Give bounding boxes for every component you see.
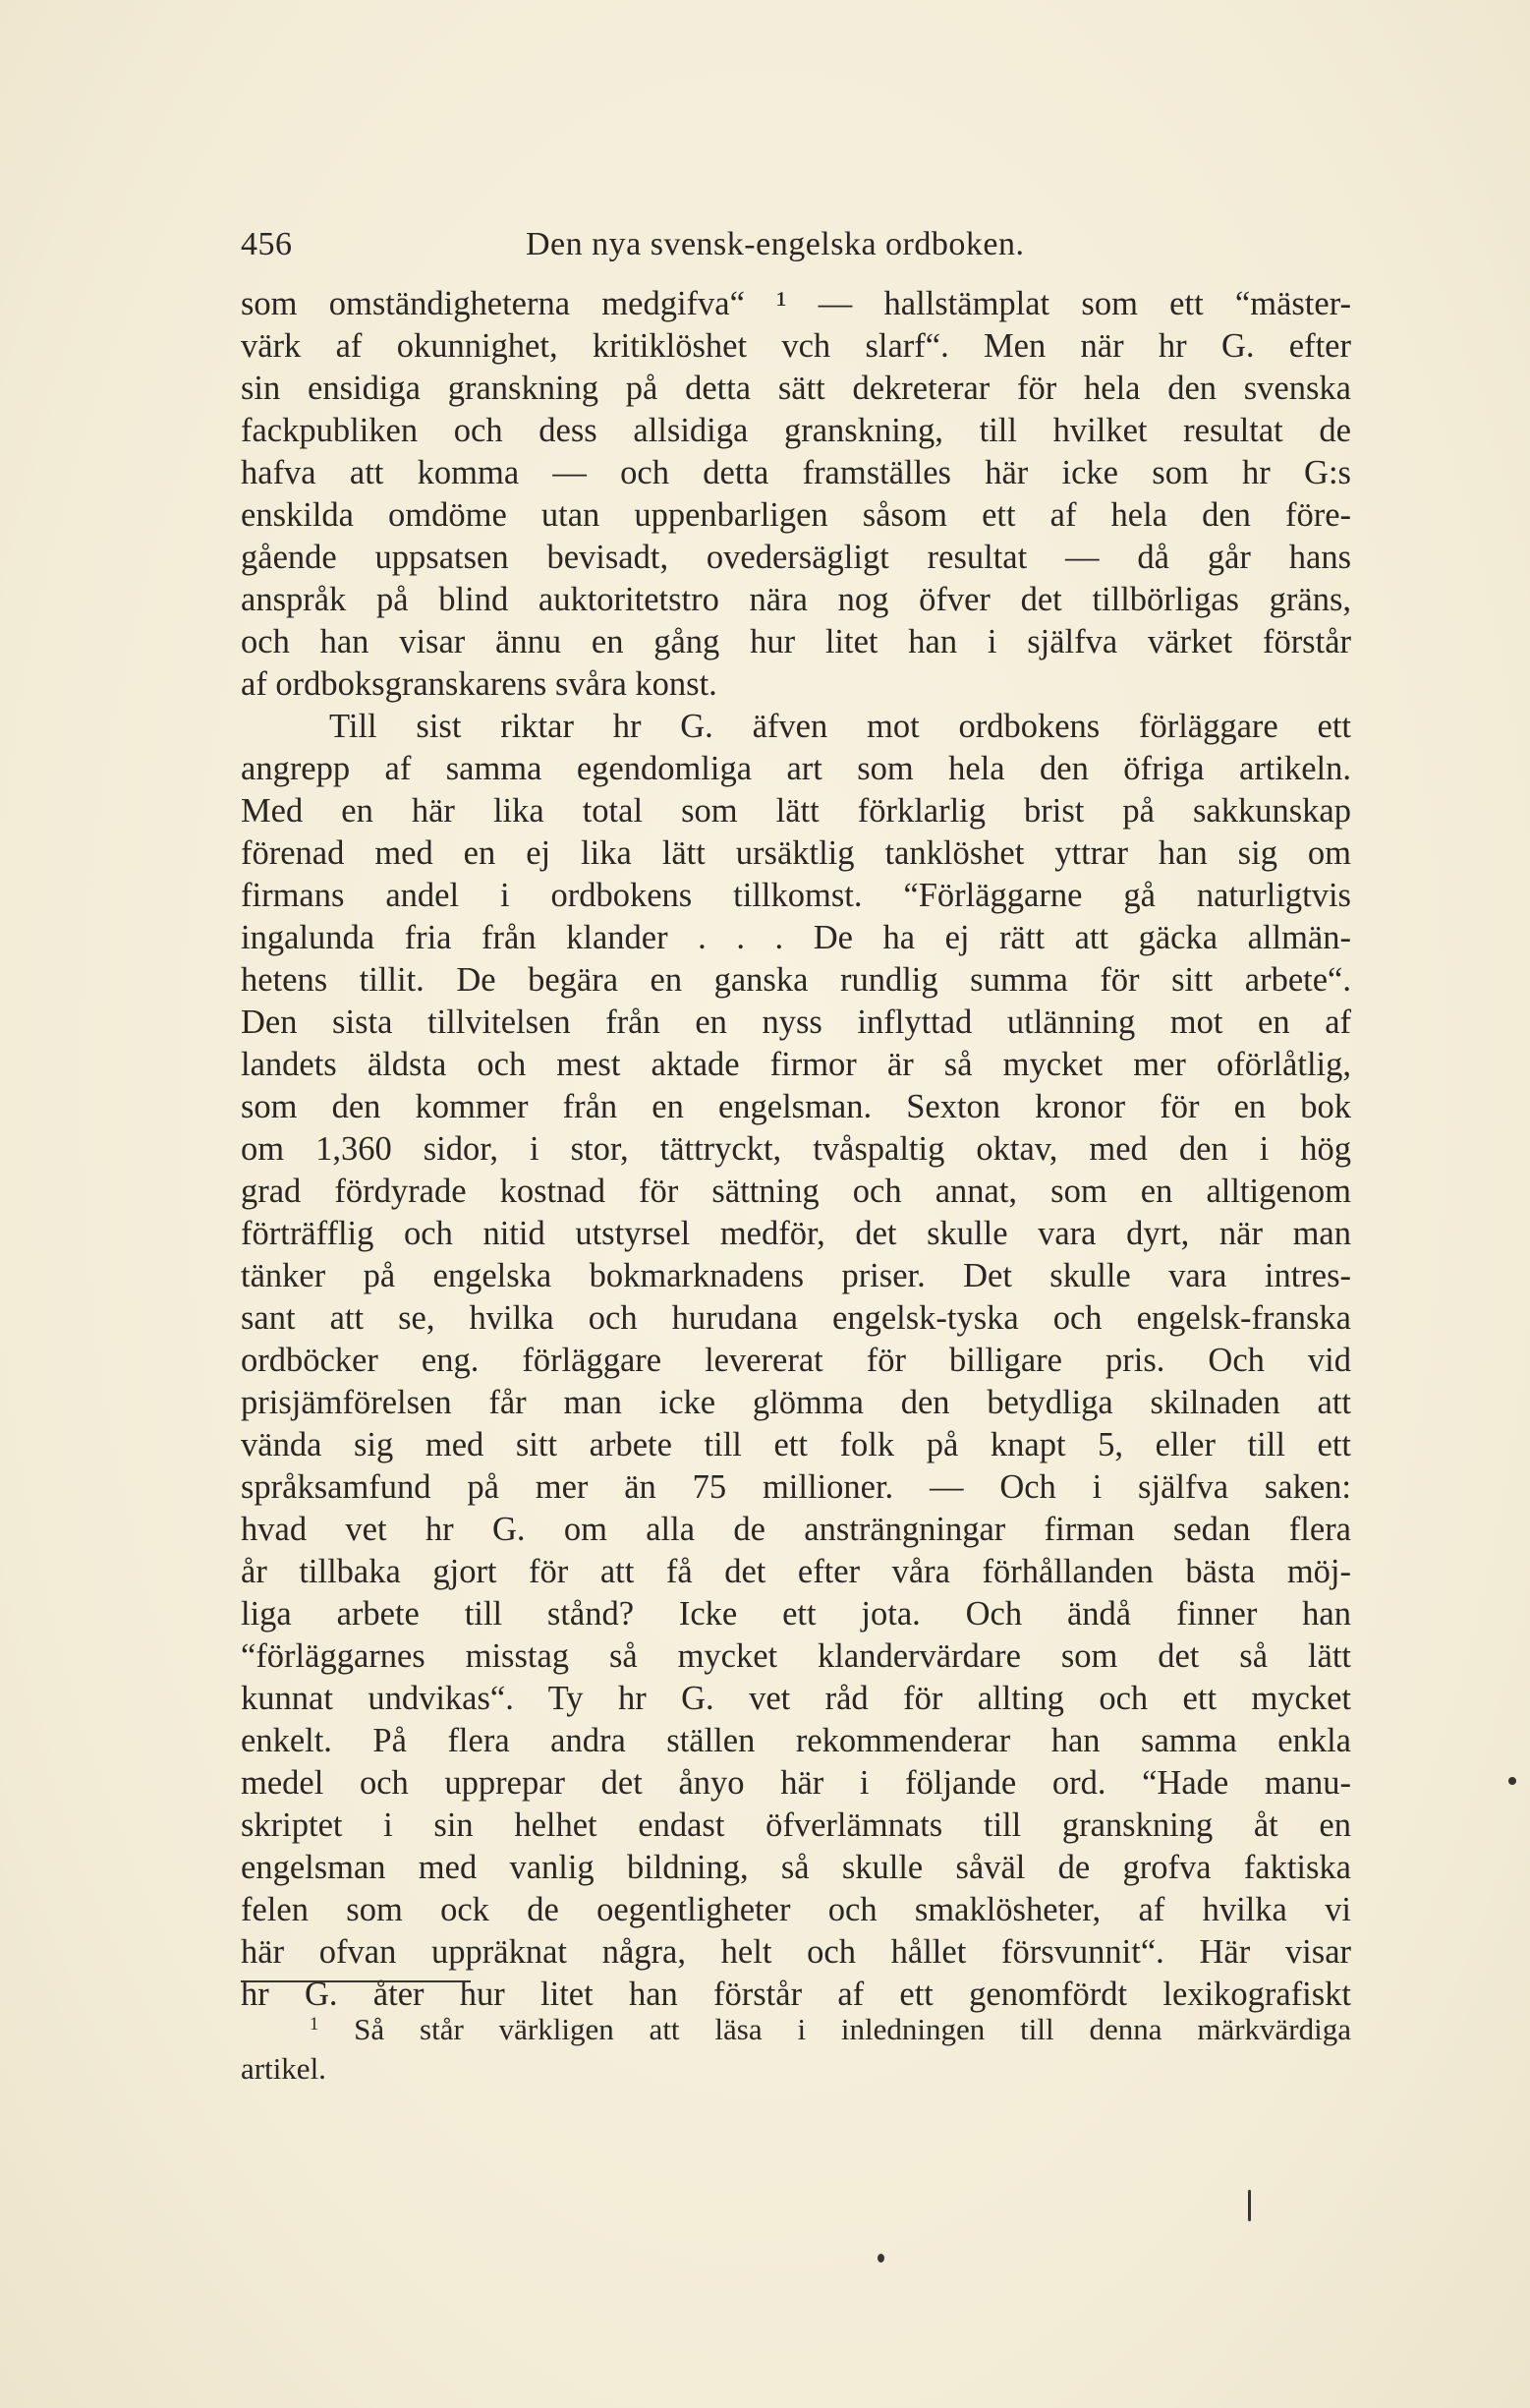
text-line: prisjämförelsen får man icke glömma den betydliga skilnaden att	[241, 1384, 1351, 1421]
footnote-line: artikel.	[241, 2051, 326, 2086]
text-line: sant att se, hvilka och hurudana engelsk-tyska och engelsk-franska	[241, 1299, 1351, 1337]
text-line: af ordboksgranskarens svåra konst.	[241, 665, 717, 703]
body-text	[241, 283, 1351, 2016]
text-line: hetens tillit. De begära en ganska rundlig summa för sitt arbete“.	[241, 961, 1351, 999]
text-line: ordböcker eng. förläggare levererat för billigare pris. Och vid	[241, 1342, 1351, 1379]
text-line: engelsman med vanlig bildning, så skulle såväl de grofva faktiska	[241, 1849, 1351, 1886]
text-line: felen som ock de oegentligheter och smaklösheter, af hvilka vi	[241, 1891, 1351, 1928]
text-line: landets äldsta och mest aktade firmor är så mycket mer oförlåtlig,	[241, 1046, 1351, 1083]
text-line: förenad med en ej lika lätt ursäktlig tanklöshet yttrar han sig om	[241, 834, 1351, 872]
footnote-line	[241, 2010, 1351, 2049]
text-line: som den kommer från en engelsman. Sexton kronor för en bok	[241, 1088, 1351, 1125]
text-line: språksamfund på mer än 75 millioner. — Och i själfva saken:	[241, 1468, 1351, 1506]
text-line: medel och upprepar det ånyo här i följande ord. “Hade manu-	[241, 1764, 1351, 1802]
footnote-text: Så står värkligen att läsa i inledningen till denna märkvärdiga	[354, 2012, 1351, 2046]
ink-speck	[1508, 1777, 1516, 1785]
footnote-divider	[241, 1980, 471, 1982]
text-line: fackpubliken och dess allsidiga granskning, till hvilket resultat de	[241, 412, 1351, 449]
text-line: Den sista tillvitelsen från en nyss inflyttad utlänning mot en af	[241, 1003, 1351, 1041]
paragraph-start-line: Till sist riktar hr G. äfven mot ordbokens förläggare ett	[329, 708, 1351, 745]
text-line: gående uppsatsen bevisadt, ovedersägligt resultat — då går hans	[241, 539, 1351, 576]
text-line: grad fördyrade kostnad för sättning och annat, som en alltigenom	[241, 1173, 1351, 1210]
page-header	[241, 220, 1351, 271]
text-line: hafva att komma — och detta framställes här icke som hr G:s	[241, 454, 1351, 491]
ink-speck	[878, 2254, 884, 2263]
text-line: “förläggarnes misstag så mycket klandervärdare som det så lätt	[241, 1637, 1351, 1675]
text-line: firmans andel i ordbokens tillkomst. “Förläggarne gå naturligtvis	[241, 877, 1351, 914]
text-line: sin ensidiga granskning på detta sätt dekreterar för hela den svenska	[241, 370, 1351, 407]
text-line: Med en här lika total som lätt förklarlig brist på sakkunskap	[241, 792, 1351, 830]
text-line: hvad vet hr G. om alla de ansträngningar firman sedan flera	[241, 1511, 1351, 1548]
text-line: anspråk på blind auktoritetstro nära nog öfver det tillbörligas gräns,	[241, 581, 1351, 618]
text-line: om 1,360 sidor, i stor, tättryckt, tvåspaltig oktav, med den i hög	[241, 1130, 1351, 1168]
text-line: hr G. åter hur litet han förstår af ett genomfördt lexikografiskt	[241, 1976, 1351, 2013]
text-line: kunnat undvikas“. Ty hr G. vet råd för allting och ett mycket	[241, 1680, 1351, 1717]
text-line: värk af okunnighet, kritiklöshet vch slarf“. Men när hr G. efter	[241, 327, 1351, 365]
running-title: Den nya svensk-engelska ordboken.	[526, 226, 1025, 262]
text-line: enkelt. På flera andra ställen rekommenderar han samma enkla	[241, 1722, 1351, 1759]
text-line: skriptet i sin helhet endast öfverlämnats till granskning åt en	[241, 1806, 1351, 1844]
text-line: förträfflig och nitid utstyrsel medför, det skulle vara dyrt, när man	[241, 1215, 1351, 1252]
footnote-marker: 1	[310, 2013, 319, 2035]
text-line: angrepp af samma egendomliga art som hela den öfriga artikeln.	[241, 750, 1351, 787]
text-line: liga arbete till stånd? Icke ett jota. Och ändå finner han	[241, 1595, 1351, 1633]
text-line: som omständigheterna medgifva“ ¹ — hallstämplat som ett “mäster-	[241, 285, 1351, 322]
footnote	[241, 2010, 1351, 2089]
text-line: vända sig med sitt arbete till ett folk på knapt 5, eller till ett	[241, 1426, 1351, 1463]
text-line: här ofvan uppräknat några, helt och hållet försvunnit“. Här visar	[241, 1933, 1351, 1971]
ink-speck	[1248, 2190, 1251, 2221]
text-line: ingalunda fria från klander . . . De ha ej rätt att gäcka allmän-	[241, 919, 1351, 956]
text-line: tänker på engelska bokmarknadens priser. Det skulle vara intres-	[241, 1257, 1351, 1294]
text-line: och han visar ännu en gång hur litet han i själfva värket förstår	[241, 623, 1351, 660]
text-line: enskilda omdöme utan uppenbarligen såsom ett af hela den före-	[241, 496, 1351, 534]
page-number: 456	[241, 226, 293, 262]
text-line: år tillbaka gjort för att få det efter våra förhållanden bästa möj-	[241, 1553, 1351, 1590]
